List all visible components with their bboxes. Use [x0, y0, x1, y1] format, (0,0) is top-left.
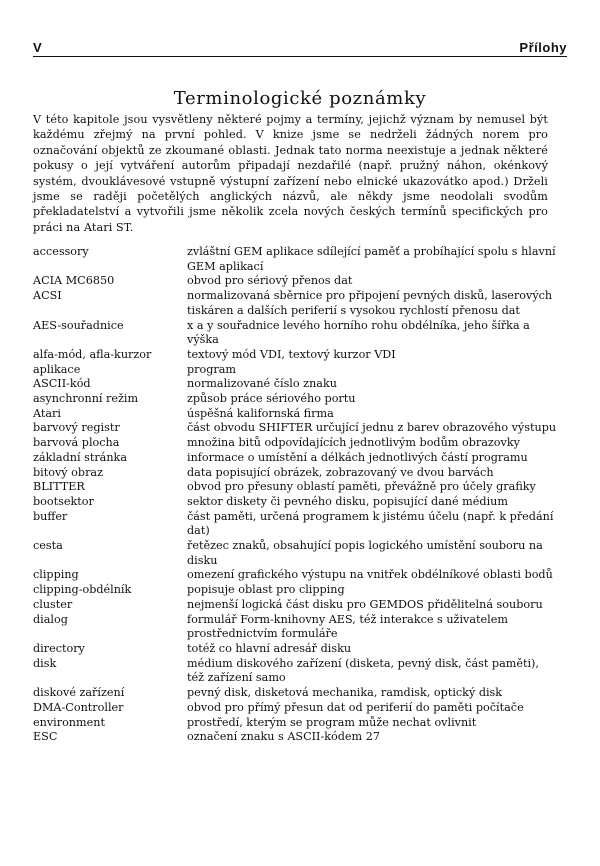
glossary-definition: omezení grafického výstupu na vnitřek obdélníkové oblasti bodů: [187, 568, 553, 582]
chapter-number: V: [33, 40, 43, 55]
glossary-term: cluster: [33, 597, 73, 611]
glossary-entry: [33, 451, 558, 466]
glossary-entry: [33, 319, 558, 348]
glossary-term: barvová plocha: [33, 436, 120, 450]
intro-paragraph: V této kapitole jsou vysvětleny některé pojmy a termíny, jejichž význam by nemusel být každému zřejmý na první pohled. V knize jsme se nedrželi žádných norem pro označování objektů ze zkoumané oblasti. Jednak tato norma neexistuje a jednak některé pokusy o její vytváření autorům připadají nezdařilé (např. pružný náhon, okénkový systém, dvouklávesové vstupně výstupní zařízení nebo elnické ukazovátko apod.) Drželi jsme se raději početělých anglických názvů, ale někdy jsme neodolali svodům překladatelství a vytvořili jsme několik zcela nových českých termínů specifických pro práci na Atari ST.: [33, 113, 548, 234]
glossary-term: AES-souřadnice: [33, 318, 124, 332]
glossary-definition: data popisující obrázek, zobrazovaný ve dvou barvách: [187, 465, 494, 479]
glossary-term: buffer: [33, 509, 68, 523]
glossary-term: aplikace: [33, 362, 81, 376]
glossary-entry: [33, 657, 558, 686]
glossary-definition: x a y souřadnice levého horního rohu obdélníka, jeho šířka a výška: [187, 318, 530, 347]
glossary-definition: obvod pro přímý přesun dat od periferií do paměti počítače: [187, 700, 524, 714]
glossary-entry: [33, 613, 558, 642]
glossary-entry: [33, 495, 558, 510]
section-name: Přílohy: [519, 40, 567, 55]
glossary-definition: množina bitů odpovídajících jednotlivým bodům obrazovky: [187, 436, 520, 450]
glossary-term: diskové zařízení: [33, 686, 125, 700]
glossary-term: dialog: [33, 612, 68, 626]
glossary-term: bitový obraz: [33, 465, 103, 479]
glossary-definition: zvláštní GEM aplikace sdílející paměť a probíhající spolu s hlavní GEM aplikací: [187, 245, 556, 273]
glossary-entry: [33, 377, 558, 392]
glossary-entry: [33, 716, 558, 731]
glossary-term: asynchronní režim: [33, 392, 139, 406]
glossary-definition: úspěšná kalifornská firma: [187, 406, 334, 420]
header-divider: [33, 56, 567, 57]
glossary-term: ACIA MC6850: [33, 274, 115, 288]
glossary-entry: [33, 407, 558, 422]
glossary-entry: [33, 436, 558, 451]
glossary-term: BLITTER: [33, 480, 85, 494]
glossary-definition: pevný disk, disketová mechanika, ramdisk, optický disk: [187, 686, 503, 700]
glossary-list: [33, 245, 558, 745]
glossary-definition: označení znaku s ASCII-kódem 27: [187, 730, 380, 744]
glossary-entry: [33, 245, 558, 274]
glossary-definition: řetězec znaků, obsahující popis logického umístění souboru na disku: [187, 539, 543, 567]
glossary-term: directory: [33, 641, 85, 655]
glossary-definition: obvod pro sériový přenos dat: [187, 274, 353, 288]
glossary-term: ACSI: [33, 289, 62, 303]
glossary-definition: sektor diskety či pevného disku, popisující dané médium: [187, 494, 508, 508]
glossary-definition: způsob práce sériového portu: [187, 392, 356, 406]
glossary-entry: [33, 539, 558, 568]
glossary-entry: [33, 701, 558, 716]
glossary-term: cesta: [33, 539, 63, 553]
glossary-term: clipping: [33, 568, 79, 582]
glossary-term: základní stránka: [33, 450, 128, 464]
glossary-entry: [33, 510, 558, 539]
glossary-definition: formulář Form-knihovny AES, též interakce s uživatelem prostřednictvím formuláře: [187, 612, 508, 641]
glossary-definition: textový mód VDI, textový kurzor VDI: [187, 347, 396, 361]
glossary-entry: [33, 568, 558, 583]
glossary-term: barvový registr: [33, 421, 120, 435]
glossary-entry: [33, 598, 558, 613]
glossary-term: disk: [33, 656, 57, 670]
glossary-definition: část obvodu SHIFTER určující jednu z barev obrazového výstupu: [187, 421, 557, 435]
glossary-entry: [33, 583, 558, 598]
glossary-entry: [33, 686, 558, 701]
glossary-definition: obvod pro přesuny oblastí paměti, převážně pro účely grafiky: [187, 480, 536, 494]
glossary-definition: informace o umístění a délkách jednotlivých částí programu: [187, 450, 528, 464]
glossary-entry: [33, 466, 558, 481]
glossary-entry: [33, 348, 558, 363]
glossary-entry: [33, 730, 558, 745]
glossary-definition: médium diskového zařízení (disketa, pevný disk, část paměti), též zařízení samo: [187, 656, 539, 685]
glossary-term: DMA-Controller: [33, 700, 124, 714]
glossary-term: clipping-obdélník: [33, 583, 132, 597]
glossary-definition: nejmenší logická část disku pro GEMDOS přidělitelná souboru: [187, 597, 543, 611]
glossary-term: ESC: [33, 730, 58, 744]
glossary-definition: normalizované číslo znaku: [187, 377, 337, 391]
glossary-entry: [33, 363, 558, 378]
glossary-entry: [33, 289, 558, 318]
glossary-definition: normalizovaná sběrnice pro připojení pevných disků, laserových tiskáren a dalších periferií s vysokou rychlostí přenosu dat: [187, 289, 553, 317]
glossary-entry: [33, 480, 558, 495]
glossary-definition: popisuje oblast pro clipping: [187, 583, 345, 597]
glossary-entry: [33, 642, 558, 657]
glossary-term: ASCII-kód: [33, 377, 91, 391]
glossary-term: alfa-mód, afla-kurzor: [33, 347, 152, 361]
glossary-definition: část paměti, určená programem k jistému účelu (např. k předání dat): [187, 509, 554, 538]
glossary-entry: [33, 274, 558, 289]
glossary-entry: [33, 392, 558, 407]
glossary-term: Atari: [33, 406, 61, 420]
glossary-definition: prostředí, kterým se program může nechat ovlivnit: [187, 715, 477, 729]
glossary-term: bootsektor: [33, 494, 94, 508]
glossary-term: accessory: [33, 245, 89, 258]
page-title: Terminologické poznámky: [173, 88, 427, 109]
glossary-term: environment: [33, 715, 105, 729]
glossary-definition: program: [187, 362, 237, 376]
glossary-definition: totéž co hlavní adresář disku: [187, 641, 352, 655]
glossary-entry: [33, 421, 558, 436]
